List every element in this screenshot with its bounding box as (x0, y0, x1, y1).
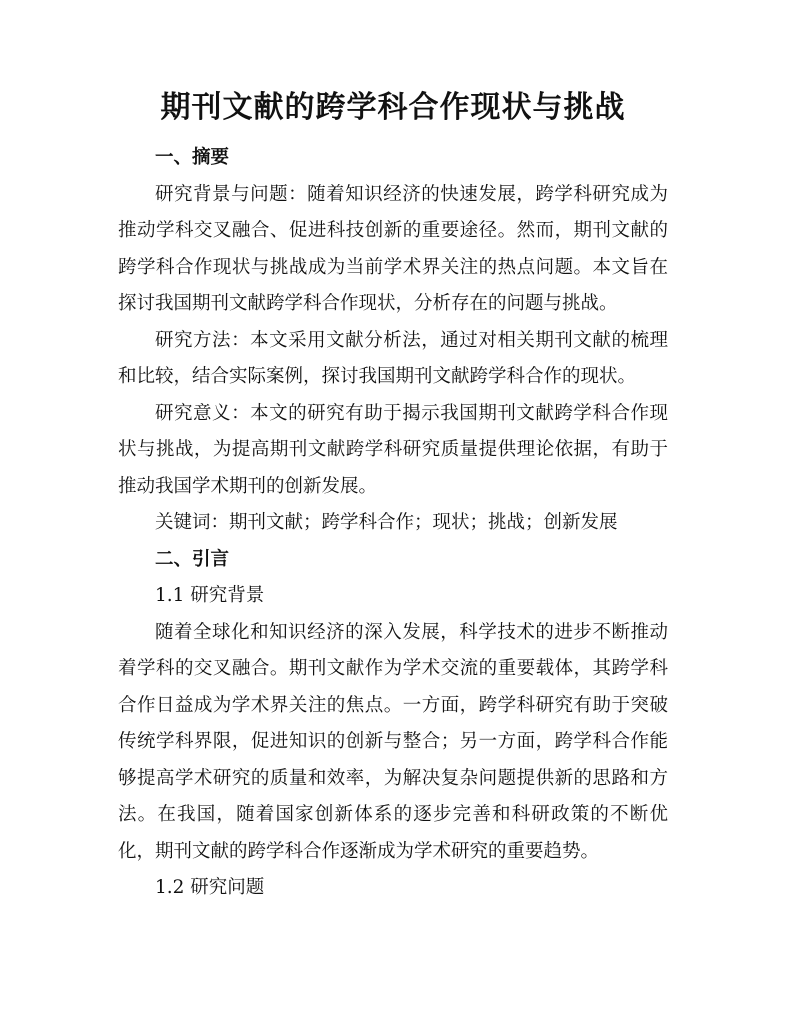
subsection-heading-research-question: 1.2 研究问题 (155, 877, 265, 898)
subsection-heading-background: 1.1 研究背景 (155, 585, 265, 606)
section-heading-abstract: 一、摘要 (155, 147, 230, 168)
introduction-background-paragraph: 随着全球化和知识经济的深入发展，科学技术的进步不断推动着学科的交叉融合。期刊文献作为学术交流的重要载体，其跨学科合作日益成为学术界关注的焦点。一方面，跨学科研究有助于突破传统学科界限，促进知识的创新与整合；另一方面，跨学科合作能够提高学术研究的质量和效率，为解决复杂问题提供新的思路和方法。在我国，随着国家创新体系的逐步完善和科研政策的不断优化，期刊文献的跨学科合作逐渐成为学术研究的重要趋势。 (118, 621, 668, 862)
abstract-significance-paragraph: 研究意义：本文的研究有助于揭示我国期刊文献跨学科合作现状与挑战，为提高期刊文献跨学科研究质量提供理论依据，有助于推动我国学术期刊的创新发展。 (118, 402, 668, 497)
abstract-method-paragraph: 研究方法：本文采用文献分析法，通过对相关期刊文献的梳理和比较，结合实际案例，探讨我国期刊文献跨学科合作的现状。 (118, 329, 668, 387)
keywords-line: 关键词：期刊文献；跨学科合作；现状；挑战；创新发展 (155, 512, 618, 533)
section-heading-introduction: 二、引言 (155, 548, 230, 570)
abstract-background-paragraph: 研究背景与问题：随着知识经济的快速发展，跨学科研究成为推动学科交叉融合、促进科技创新的重要途径。然而，期刊文献的跨学科合作现状与挑战成为当前学术界关注的热点问题。本文旨在探讨我国期刊文献跨学科合作现状，分析存在的问题与挑战。 (118, 183, 668, 314)
document-title: 期刊文献的跨学科合作现状与挑战 (160, 90, 626, 125)
